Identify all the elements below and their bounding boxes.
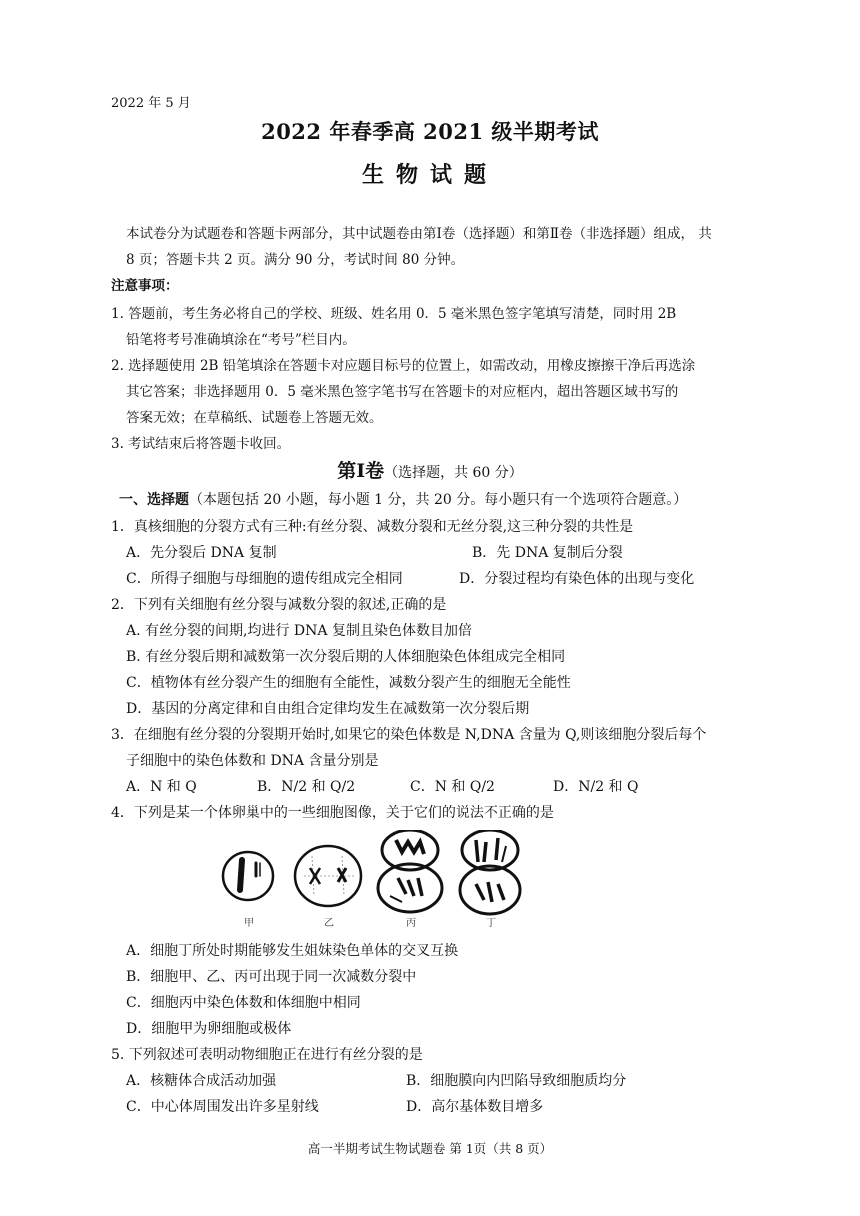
question-1-option-d: D．分裂过程均有染色体的出现与变化 [459, 571, 695, 587]
cell-bing [378, 830, 442, 912]
cell-division-figure [214, 830, 534, 930]
question-4-option-d: D．细胞甲为卵细胞或极体 [126, 1021, 292, 1037]
question-5-stem: 5. 下列叙述可表明动物细胞正在进行有丝分裂的是 [111, 1047, 423, 1063]
figure-label-yi: 乙 [324, 918, 334, 929]
section-title-note: （选择题，共 60 分） [384, 465, 523, 481]
notice-item-2-cont2: 答案无效；在草稿纸、试题卷上答题无效。 [126, 410, 383, 426]
question-5-option-c: C．中心体周围发出许多星射线 [126, 1099, 319, 1115]
question-3-option-a: A．N 和 Q [126, 779, 197, 795]
notice-item-1-cont: 铅笔将考号准确填涂在“考号”栏目内。 [126, 332, 356, 348]
cell-yi [295, 846, 361, 906]
question-2-option-b: B. 有丝分裂后期和减数第一次分裂后期的人体细胞染色体组成完全相同 [126, 649, 566, 665]
question-5-option-d: D．高尔基体数目增多 [406, 1099, 544, 1115]
question-1-option-a: A．先分裂后 DNA 复制 [126, 545, 277, 561]
section-title-main: 第Ⅰ卷 [337, 460, 385, 482]
notice-item-2: 2. 选择题使用 2B 铅笔填涂在答题卡对应题目标号的位置上，如需改动，用橡皮擦擦干净后再选涂 [111, 358, 696, 374]
exam-title: 2022 年春季高 2021 级半期考试 [261, 119, 599, 144]
question-1-option-c: C．所得子细胞与母细胞的遗传组成完全相同 [126, 571, 403, 587]
figure-label-bing: 丙 [406, 918, 416, 929]
intro-line-2: 8 页；答题卡共 2 页。满分 90 分，考试时间 80 分钟。 [126, 252, 465, 268]
question-type-heading [119, 489, 687, 509]
notice-item-1: 1. 答题前，考生务必将自己的学校、班级、姓名用 0．5 毫米黑色签字笔填写清楚，同时用 2B [111, 306, 677, 322]
question-3-stem: 3．在细胞有丝分裂的分裂期开始时,如果它的染色体数是 N,DNA 含量为 Q,则该细胞分裂后每个 [111, 727, 707, 743]
cell-jia [223, 852, 273, 900]
question-5-option-a: A．核糖体合成活动加强 [126, 1073, 277, 1089]
question-2-stem: 2．下列有关细胞有丝分裂与减数分裂的叙述,正确的是 [111, 597, 447, 613]
exam-date: 2022 年 5 月 [111, 96, 191, 111]
question-1-option-b: B．先 DNA 复制后分裂 [472, 545, 623, 561]
question-type-label: 一、选择题 [119, 492, 189, 508]
question-4-stem: 4．下列是某一个体卵巢中的一些细胞图像，关于它们的说法不正确的是 [111, 805, 554, 821]
question-2-option-c: C．植物体有丝分裂产生的细胞有全能性，减数分裂产生的细胞无全能性 [126, 675, 571, 691]
notice-item-2-cont: 其它答案；非选择题用 0．5 毫米黑色签字笔书写在答题卡的对应框内，超出答题区域书写的 [126, 384, 679, 400]
section-title [0, 456, 860, 483]
question-4-option-b: B．细胞甲、乙、丙可出现于同一次减数分裂中 [126, 969, 417, 985]
question-3-option-b: B．N/2 和 Q/2 [257, 779, 356, 795]
question-3-stem-cont: 子细胞中的染色体数和 DNA 含量分别是 [126, 753, 379, 769]
question-type-desc: （本题包括 20 小题，每小题 1 分，共 20 分。每小题只有一个选项符合题意。） [189, 492, 688, 508]
question-3-option-d: D．N/2 和 Q [553, 779, 639, 795]
question-4-option-c: C．细胞丙中染色体数和体细胞中相同 [126, 995, 361, 1011]
question-2-option-d: D．基因的分离定律和自由组合定律均发生在减数第一次分裂后期 [126, 701, 530, 717]
figure-label-ding: 丁 [486, 918, 496, 929]
notice-heading: 注意事项： [111, 278, 179, 294]
question-4-option-a: A．细胞丁所处时期能够发生姐妹染色单体的交叉互换 [126, 943, 459, 959]
question-3-option-c: C．N 和 Q/2 [410, 779, 495, 795]
cell-ding [460, 830, 520, 914]
question-5-option-b: B．细胞膜向内凹陷导致细胞质均分 [406, 1073, 627, 1089]
intro-line-1: 本试卷分为试题卷和答题卡两部分，其中试题卷由第Ⅰ卷（选择题）和第Ⅱ卷（非选择题）组成， 共 [126, 226, 712, 242]
question-2-option-a: A. 有丝分裂的间期,均进行 DNA 复制且染色体数目加倍 [126, 623, 472, 639]
figure-label-jia: 甲 [244, 918, 254, 929]
exam-subtitle: 生物试题 [361, 162, 498, 188]
page-footer: 高一半期考试生物试题卷 第 1页（共 8 页） [307, 1141, 553, 1156]
question-1-stem: 1．真核细胞的分裂方式有三种:有丝分裂、减数分裂和无丝分裂,这三种分裂的共性是 [111, 519, 634, 535]
notice-item-3: 3. 考试结束后将答题卡收回。 [111, 436, 291, 452]
